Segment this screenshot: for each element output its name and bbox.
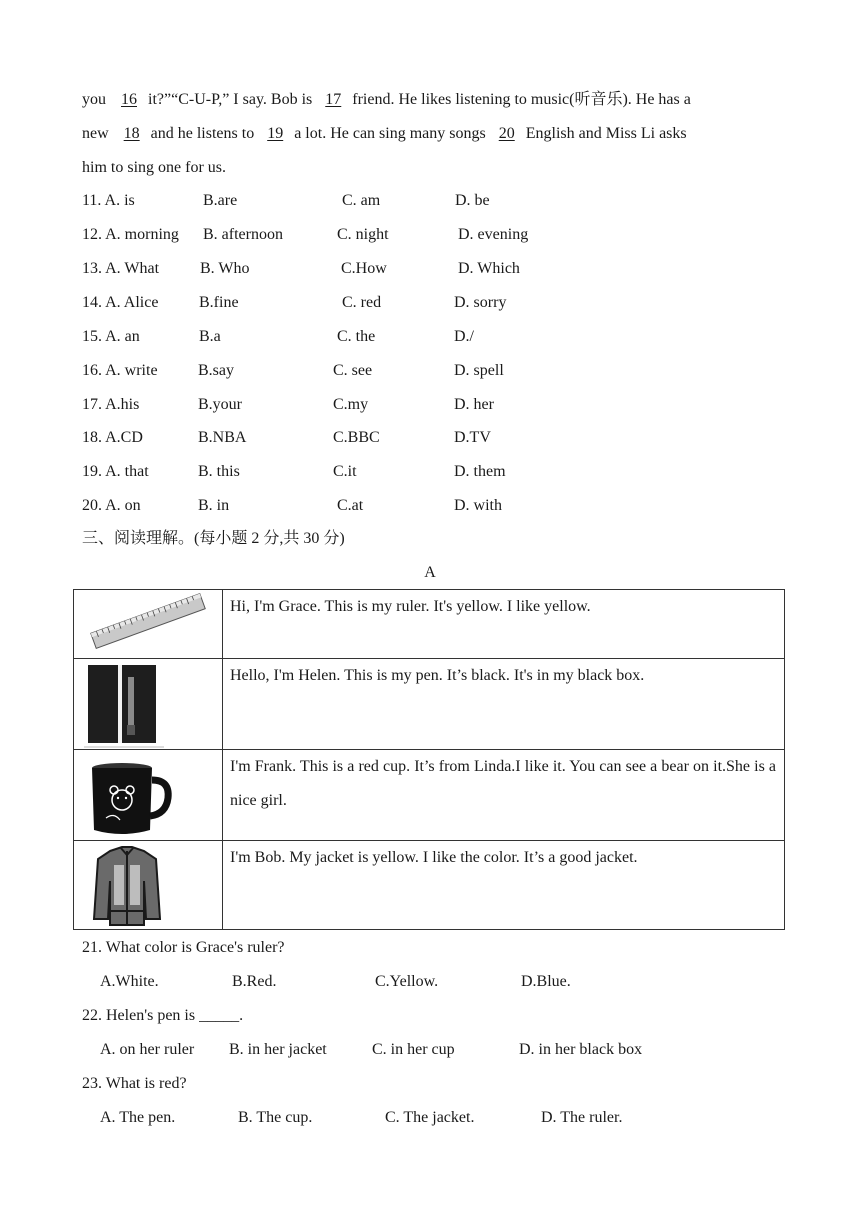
option-c: C.BBC (333, 429, 380, 446)
passage-text: English and Miss Li asks (525, 125, 687, 142)
passage-text: new (82, 125, 109, 142)
option-b: B.fine (199, 294, 239, 311)
table-row (74, 658, 784, 750)
option-b: B.NBA (198, 429, 247, 446)
option-a: A. The pen. (100, 1109, 176, 1126)
question-22: 22. Helen's pen is _____. (82, 1007, 244, 1024)
option-d: D. spell (454, 362, 504, 379)
cloze-item (82, 395, 860, 415)
option-a: 16. A. write (82, 362, 158, 379)
option-c: C.it (333, 463, 357, 480)
question-23: 23. What is red? (82, 1075, 187, 1092)
option-a: 15. A. an (82, 328, 140, 345)
cup-icon (74, 750, 222, 840)
option-d: D. them (454, 463, 506, 480)
row-text: I'm Frank. This is a red cup. It’s from Linda.I like it. You can see a bear on it.She is a nice girl. (230, 758, 776, 809)
option-b: B.Red. (232, 973, 277, 990)
passage-text: it?”“C-U-P,” I say. Bob is (148, 91, 313, 108)
option-d: D. her (454, 396, 494, 413)
option-a: 17. A.his (82, 396, 140, 413)
option-b: B.say (198, 362, 234, 379)
blank-18: 18 (123, 125, 140, 142)
blank-19: 19 (267, 125, 284, 142)
image-cell (74, 590, 223, 658)
option-c: C.Yellow. (375, 973, 439, 990)
option-c: C. red (342, 294, 382, 311)
passage-line-3: him to sing one for us. (82, 159, 226, 176)
cloze-item (82, 462, 860, 482)
option-b: B. afternoon (203, 226, 283, 243)
option-d: D.Blue. (521, 973, 571, 990)
row-text: Hi, I'm Grace. This is my ruler. It's yellow. I like yellow. (230, 598, 591, 615)
option-d: D./ (454, 328, 474, 345)
option-a: 14. A. Alice (82, 294, 159, 311)
table-row (74, 840, 784, 930)
option-a: A. on her ruler (100, 1041, 195, 1058)
option-b: B.your (198, 396, 242, 413)
option-a: 18. A.CD (82, 429, 143, 446)
ruler-icon (74, 590, 222, 658)
option-c: C. am (342, 192, 381, 209)
question-21: 21. What color is Grace's ruler? (82, 939, 285, 956)
blank-17: 17 (325, 91, 342, 108)
option-a: 19. A. that (82, 463, 149, 480)
part-label: A (424, 564, 436, 581)
cloze-item (82, 327, 860, 347)
option-d: D. evening (458, 226, 529, 243)
question-options (100, 1040, 860, 1060)
blank-20: 20 (498, 125, 515, 142)
option-a: 13. A. What (82, 260, 160, 277)
passage-text: friend. He likes listening to music(听音乐). He has a (352, 91, 691, 108)
option-c: C. the (337, 328, 376, 345)
pen-icon (74, 659, 222, 749)
option-b: B. Who (200, 260, 250, 277)
option-a: 11. A. is (82, 192, 135, 209)
option-d: D. Which (458, 260, 520, 277)
passage-line-1 (82, 90, 691, 110)
cloze-item (82, 259, 860, 279)
image-cell (74, 841, 223, 930)
reading-table (73, 589, 785, 930)
question-options (100, 972, 860, 992)
row-text: I'm Bob. My jacket is yellow. I like the color. It’s a good jacket. (230, 849, 638, 866)
cloze-item (82, 428, 860, 448)
cloze-item (82, 496, 860, 516)
passage-line-2 (82, 124, 687, 144)
passage-text: you (82, 91, 106, 108)
option-a: A.White. (100, 973, 159, 990)
option-d: D. sorry (454, 294, 507, 311)
table-row (74, 590, 784, 658)
option-b: B. this (198, 463, 240, 480)
option-b: B. in (198, 497, 230, 514)
jacket-icon (74, 841, 222, 930)
table-row (74, 749, 784, 841)
option-c: C.my (333, 396, 369, 413)
option-c: C. see (333, 362, 373, 379)
cloze-item (82, 191, 860, 211)
option-c: C. The jacket. (385, 1109, 475, 1126)
option-c: C.at (337, 497, 364, 514)
option-b: B. in her jacket (229, 1041, 327, 1058)
option-a: 20. A. on (82, 497, 141, 514)
option-b: B. The cup. (238, 1109, 313, 1126)
option-d: D.TV (454, 429, 491, 446)
option-c: C. night (337, 226, 389, 243)
option-b: B.a (199, 328, 221, 345)
option-d: D. The ruler. (541, 1109, 623, 1126)
cloze-item (82, 293, 860, 313)
image-cell (74, 750, 223, 841)
passage-text: a lot. He can sing many songs (294, 125, 486, 142)
option-d: D. in her black box (519, 1041, 643, 1058)
option-c: C.How (341, 260, 387, 277)
cloze-item (82, 361, 860, 381)
option-d: D. with (454, 497, 502, 514)
cloze-item (82, 225, 860, 245)
option-c: C. in her cup (372, 1041, 455, 1058)
question-options (100, 1108, 860, 1128)
passage-text: and he listens to (150, 125, 255, 142)
option-b: B.are (203, 192, 238, 209)
option-d: D. be (455, 192, 490, 209)
blank-16: 16 (121, 91, 137, 108)
image-cell (74, 659, 223, 750)
option-a: 12. A. morning (82, 226, 179, 243)
section-heading: 三、阅读理解。(每小题 2 分,共 30 分) (82, 530, 345, 547)
row-text: Hello, I'm Helen. This is my pen. It’s black. It's in my black box. (230, 667, 645, 684)
